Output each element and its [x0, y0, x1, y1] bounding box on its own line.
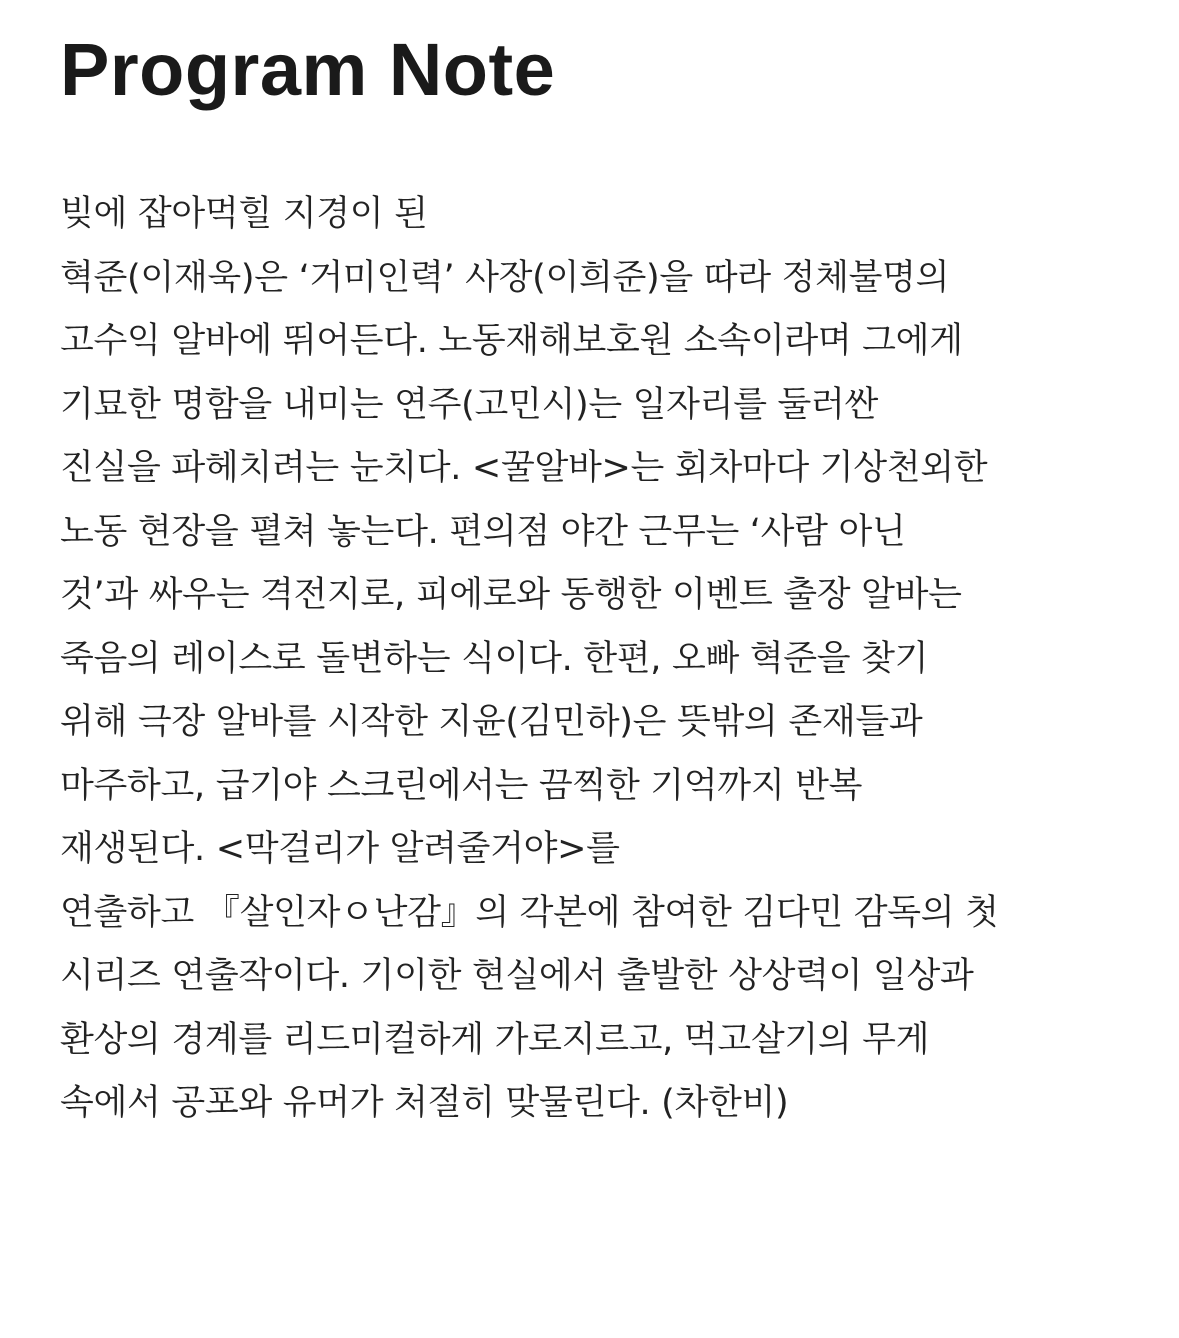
body-line: 고수익 알바에 뛰어든다. 노동재해보호원 소속이라며 그에게	[60, 321, 963, 361]
body-line: 위해 극장 알바를 시작한 지윤(김민하)은 뜻밖의 존재들과	[60, 702, 923, 742]
body-line: 환상의 경계를 리드미컬하게 가로지르고, 먹고살기의 무게	[60, 1019, 930, 1060]
body-line: 속에서 공포와 유머가 처절히 맞물린다. (차한비)	[60, 1083, 789, 1123]
body-line: 재생된다. <막걸리가 알려줄거야>를	[60, 829, 620, 869]
body-line: 노동 현장을 펼쳐 놓는다. 편의점 야간 근무는 ‘사람 아닌	[60, 511, 906, 552]
body-line: 것’과 싸우는 격전지로, 피에로와 동행한 이벤트 출장 알바는	[60, 575, 962, 615]
body-line: 혁준(이재욱)은 ‘거미인력’ 사장(이희준)을 따라 정체불명의	[60, 257, 950, 298]
body-line: 진실을 파헤치려는 눈치다. <꿀알바>는 회차마다 기상천외한	[60, 448, 988, 488]
body-line: 죽음의 레이스로 돌변하는 식이다. 한편, 오빠 혁준을 찾기	[60, 638, 929, 679]
page-title: Program Note	[60, 28, 556, 111]
body-line: 빚에 잡아먹힐 지경이 된	[60, 194, 428, 234]
body-line: 시리즈 연출작이다. 기이한 현실에서 출발한 상상력이 일상과	[60, 956, 974, 996]
body-line: 기묘한 명함을 내미는 연주(고민시)는 일자리를 둘러싼	[60, 384, 879, 425]
program-note-body	[60, 183, 1140, 1136]
body-line: 연출하고 『살인자ㅇ난감』의 각본에 참여한 김다민 감독의 첫	[60, 892, 999, 933]
body-line: 마주하고, 급기야 스크린에서는 끔찍한 기억까지 반복	[60, 765, 863, 806]
